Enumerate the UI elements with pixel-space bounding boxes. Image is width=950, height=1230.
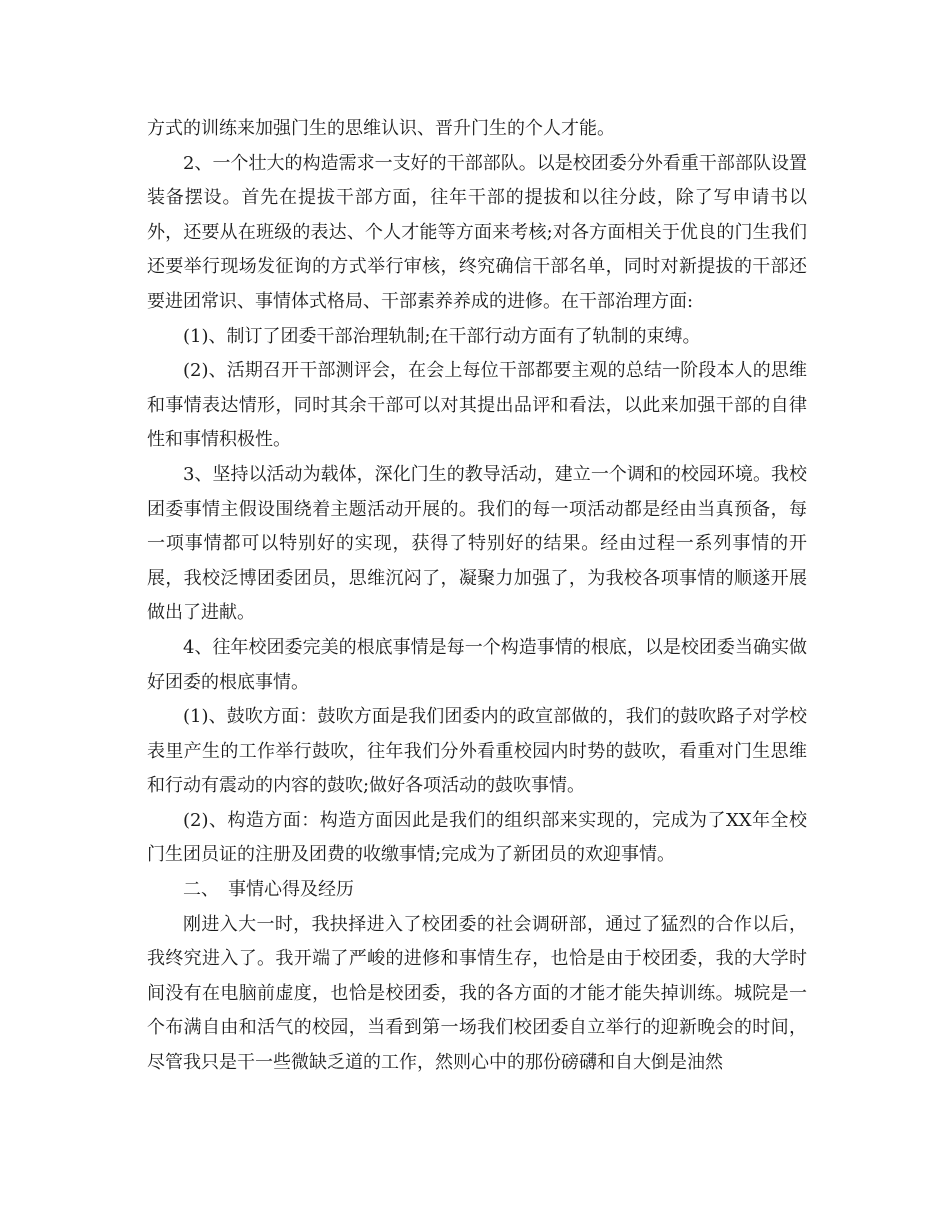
section-heading: 二、 事情心得及经历 xyxy=(183,879,354,901)
document-body xyxy=(147,112,807,1081)
paragraph-subitem-organization: (2)、构造方面：构造方面因此是我们的组织部来实现的，完成为了XX年全校门生团员证的注册及团费的收缴事情;完成为了新团员的欢迎事情。 xyxy=(147,809,807,866)
paragraph-subitem-1: (1)、制订了团委干部治理轨制;在干部行动方面有了轨制的束缚。 xyxy=(183,325,701,347)
paragraph-item-3: 3、坚持以活动为载体，深化门生的教导活动，建立一个调和的校园环境。我校团委事情主假设围绕着主题活动开展的。我们的每一项活动都是经由当真预备，每一项事情都可以特别好的实现，获得了特别好的结果。经由过程一系列事情的开展，我校泛博团委团员，思维沉闷了，凝聚力加强了，为我校各项事情的顺遂开展做出了进献。 xyxy=(147,463,807,624)
paragraph-item-4: 4、往年校团委完美的根底事情是每一个构造事情的根底，以是校团委当确实做好团委的根底事情。 xyxy=(147,636,807,693)
paragraph-subitem-publicity: (1)、鼓吹方面：鼓吹方面是我们团委内的政宣部做的，我们的鼓吹路子对学校表里产生的工作举行鼓吹，往年我们分外看重校园内时势的鼓吹，看重对门生思维和行动有震动的内容的鼓吹;做好各项活动的鼓吹事情。 xyxy=(147,706,807,797)
paragraph-subitem-2: (2)、活期召开干部测评会，在会上每位干部都要主观的总结一阶段本人的思维和事情表达情形，同时其余干部可以对其提出品评和看法，以此来加强干部的自律性和事情积极性。 xyxy=(147,360,807,451)
paragraph-item-2: 2、一个壮大的构造需求一支好的干部部队。以是校团委分外看重干部部队设置装备摆设。首先在提拔干部方面，往年干部的提拔和以往分歧，除了写申请书以外，还要从在班级的表达、个人才能等方面来考核;对各方面相关于优良的门生我们还要举行现场发征询的方式举行审核，终究确信干部名单，同时对新提拔的干部还要进团常识、事情体式格局、干部素养养成的进修。在干部治理方面: xyxy=(147,152,807,312)
paragraph-experience: 刚进入大一时，我抉择进入了校团委的社会调研部，通过了猛烈的合作以后，我终究进入了。我开端了严峻的进修和事情生存，也恰是由于校团委，我的大学时间没有在电脑前虚度，也恰是校团委，我的各方面的才能才能失掉训练。城院是一个布满自由和活气的校园，当看到第一场我们校团委自立举行的迎新晚会的时间，尽管我只是干一些微缺乏道的工作，然则心中的那份磅礴和自大倒是油然 xyxy=(147,913,807,1074)
paragraph-continuation: 方式的训练来加强门生的思维认识、晋升门生的个人才能。 xyxy=(147,118,615,139)
